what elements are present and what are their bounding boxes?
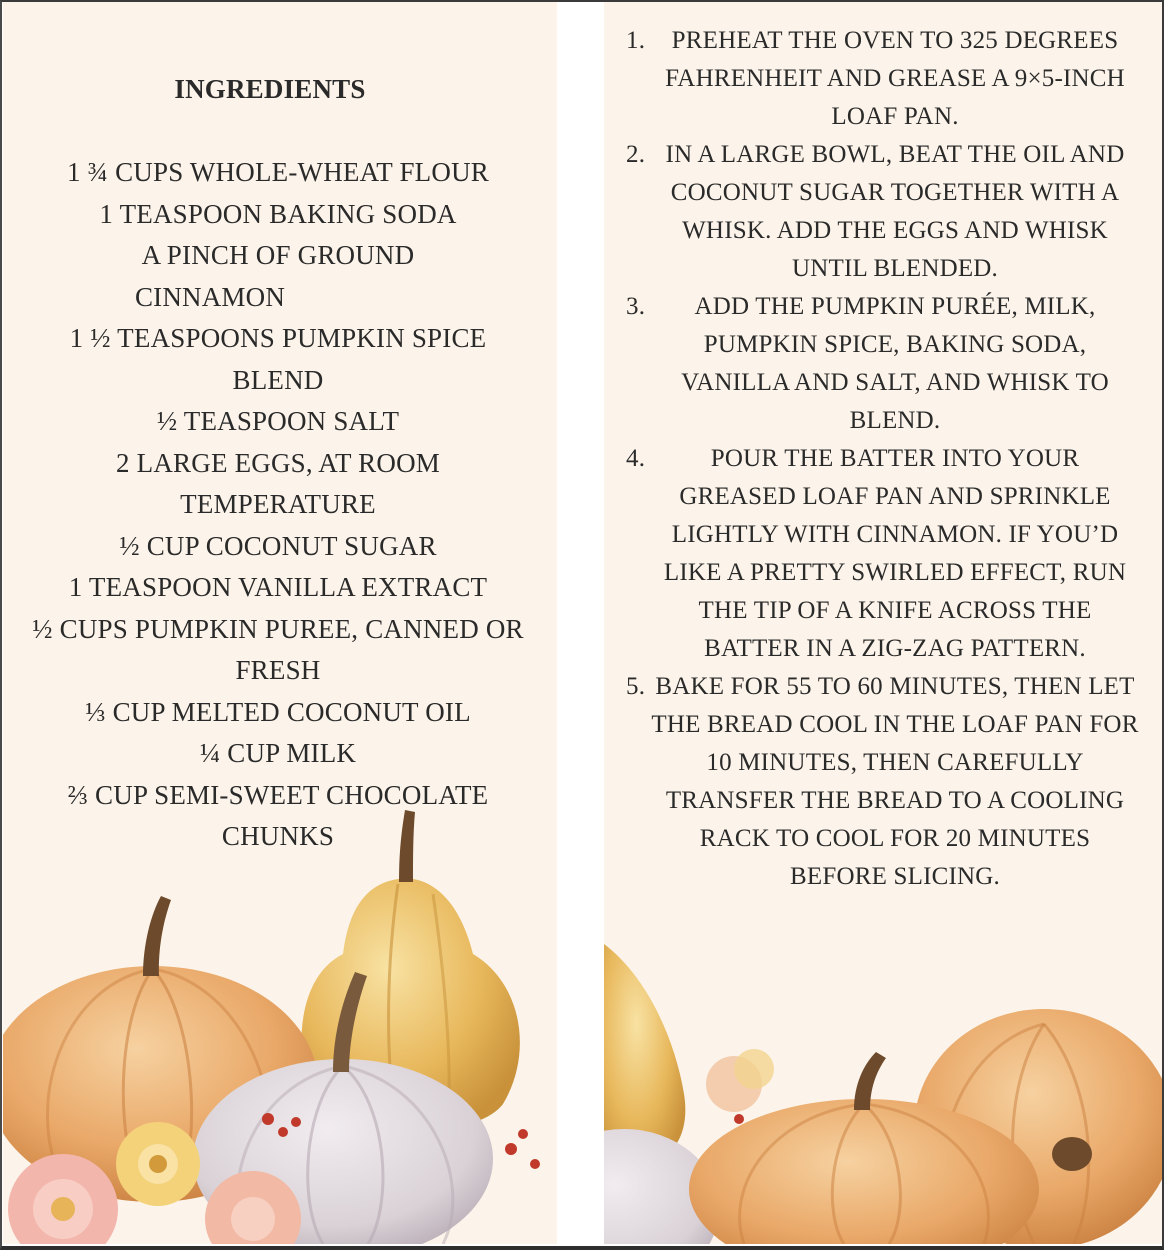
ingredient-line: 1 ½ TEASPOONS PUMPKIN SPICE	[69, 323, 487, 353]
watercolor-pumpkins-illustration	[604, 944, 1162, 1244]
step-number: 3.	[626, 293, 646, 320]
instructions-list	[618, 22, 1140, 896]
instruction-step	[618, 668, 1140, 896]
step-number: 1.	[626, 27, 646, 54]
ingredient-line: CHUNKS	[221, 821, 335, 851]
watercolor-pumpkins-flowers-illustration	[3, 804, 557, 1244]
ingredient-line: ⅓ CUP MELTED COCONUT OIL	[85, 696, 471, 727]
ingredients-list	[3, 152, 553, 858]
ingredient-line: FRESH	[235, 655, 321, 685]
instruction-step	[618, 288, 1140, 440]
ingredient-line: BLEND	[232, 364, 324, 395]
instruction-step	[618, 136, 1140, 288]
ingredient-line: CINNAMON	[134, 281, 286, 312]
ingredients-card	[3, 2, 557, 1244]
step-number: 4.	[626, 445, 646, 472]
step-text: BAKE FOR 55 TO 60 MINUTES, THEN LET THE BREAD COOL IN THE LOAF PAN FOR 10 MINUTES, THEN CAREFULLY TRANSFER THE BREAD TO A COOLING RACK TO COOL FOR 20 MINUTES BEFORE SLICING.	[651, 673, 1139, 890]
ingredient-line: ½ TEASPOON SALT	[156, 406, 400, 436]
ingredient-line: 2 LARGE EGGS, AT ROOM	[116, 447, 440, 478]
ingredient-line: ¼ CUP MILK	[199, 738, 357, 768]
ingredient-line: 1 TEASPOON BAKING SODA	[99, 198, 457, 229]
step-text: ADD THE PUMPKIN PURÉE, MILK, PUMPKIN SPICE, BAKING SODA, VANILLA AND SALT, AND WHISK TO BLEND.	[681, 293, 1109, 434]
ingredient-line: ⅔ CUP SEMI-SWEET CHOCOLATE	[67, 779, 489, 810]
instruction-step	[618, 22, 1140, 136]
ingredients-heading: INGREDIENTS	[174, 74, 366, 104]
instruction-step	[618, 440, 1140, 668]
step-text: POUR THE BATTER INTO YOUR GREASED LOAF PAN AND SPRINKLE LIGHTLY WITH CINNAMON. IF YOU’D LIKE A PRETTY SWIRLED EFFECT, RUN THE TIP OF A KNIFE ACROSS THE BATTER IN A ZIG-ZAG PATTERN.	[663, 445, 1127, 662]
ingredient-line: 1 TEASPOON VANILLA EXTRACT	[68, 572, 488, 602]
step-number: 5.	[626, 673, 646, 700]
ingredient-line: TEMPERATURE	[180, 489, 376, 519]
ingredient-line: ½ CUP COCONUT SUGAR	[119, 530, 437, 561]
step-number: 2.	[626, 141, 646, 168]
step-text: IN A LARGE BOWL, BEAT THE OIL AND COCONUT SUGAR TOGETHER WITH A WHISK. ADD THE EGGS AND WHISK UNTIL BLENDED.	[665, 141, 1125, 282]
ingredient-line: A PINCH OF GROUND	[141, 240, 415, 270]
instructions-card	[604, 2, 1162, 1244]
step-text: PREHEAT THE OVEN TO 325 DEGREES FAHRENHEIT AND GREASE A 9×5-INCH LOAF PAN.	[665, 27, 1125, 130]
ingredient-line: 1 ¾ CUPS WHOLE-WHEAT FLOUR	[67, 157, 489, 187]
yellow-flower	[116, 1122, 200, 1206]
ingredient-line: ½ CUPS PUMPKIN PUREE, CANNED OR	[32, 613, 524, 644]
